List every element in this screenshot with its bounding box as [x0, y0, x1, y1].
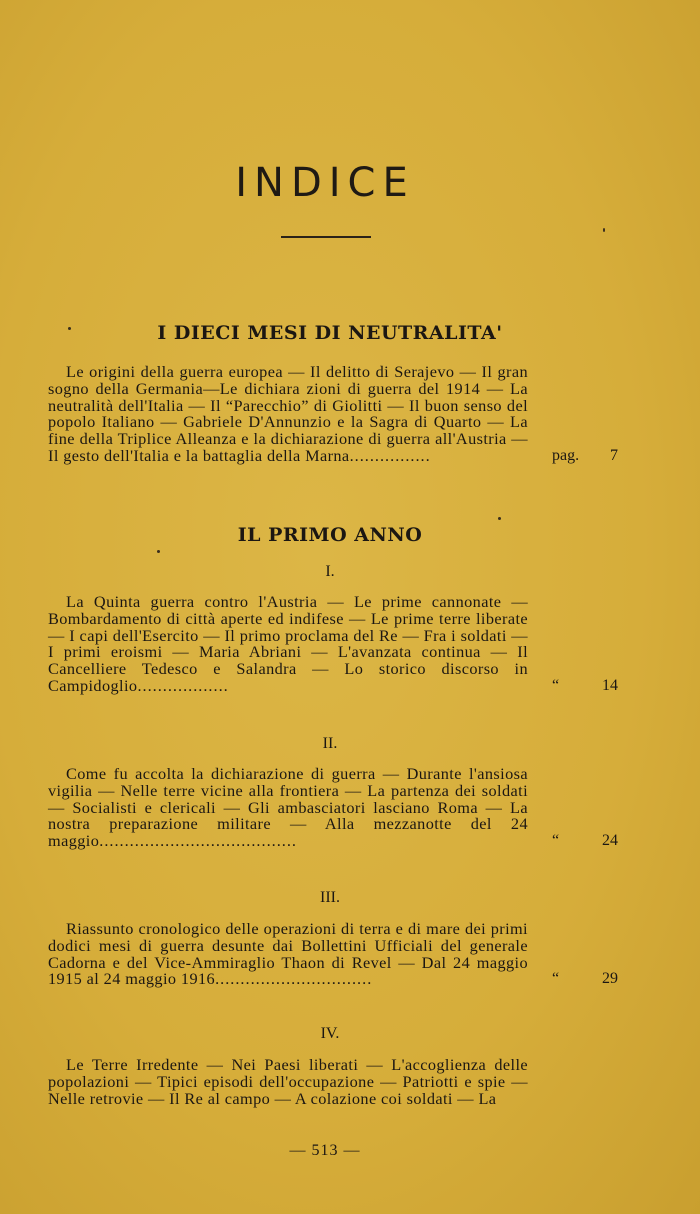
- page-number-ref: 29: [602, 970, 618, 988]
- page-title: INDICE: [235, 160, 415, 206]
- entry-description: Le origini della guerra europea — Il delitto di Serajevo — Il gran sogno della Germania—Le dichiara zioni di guerra del 1914 — La neutralità dell'Italia — Il “Parecchio” di Giolitti — Il buon senso del popolo Italiano — Gabriele D'Annunzio e la Sagra di Quarto — La fine della Triplice Alleanza e la dichiarazione di guerra all'Austria — Il gesto dell'Italia e la battaglia della Marna: [48, 362, 528, 465]
- page-reference: [552, 971, 618, 988]
- dot-leader: ...............................: [215, 969, 373, 989]
- entry-text: [48, 921, 528, 988]
- entry-description: La Quinta guerra contro l'Austria — Le prime cannonate — Bombardamento di città aperte ed indifese — Le prime terre liberate — I capi dell'Esercito — Il primo proclama del Re — Fra i soldati — I primi eroismi — Maria Abriani — L'avanzata continua — Il Cancelliere Tedesco e Salandra — Lo storico discorso in Campidoglio: [48, 592, 528, 695]
- title-divider: [281, 236, 371, 238]
- ditto-mark: “: [552, 676, 560, 694]
- scan-speck: [68, 327, 71, 330]
- page-reference: [552, 678, 618, 695]
- dot-leader: .......................................: [99, 831, 297, 851]
- toc-entry-chapter-3: [48, 921, 618, 988]
- entry-text: [48, 1057, 528, 1107]
- page-number-ref: 7: [610, 446, 618, 464]
- scan-speck: [157, 550, 160, 553]
- entry-text: [48, 364, 528, 465]
- page-footer-number: — 513 —: [289, 1142, 361, 1159]
- chapter-numeral-2: II.: [322, 735, 338, 752]
- page-reference: [552, 833, 618, 850]
- entry-text: [48, 594, 528, 695]
- page-number-ref: 14: [602, 676, 618, 694]
- toc-entry-neutralita: [48, 364, 618, 465]
- section-heading-primo-anno: IL PRIMO ANNO: [237, 524, 423, 546]
- scan-speck: [603, 228, 605, 232]
- ditto-mark: “: [552, 970, 560, 988]
- entry-description: Riassunto cronologico delle operazioni di terra e di mare dei primi dodici mesi di guerra desunte dai Bollettini Ufficiali del generale Cadorna e del Vice-Ammiraglio Thaon di Revel — Dal 24 maggio 1915 al 24 maggio 1916: [48, 919, 528, 989]
- scan-speck: [498, 517, 501, 520]
- chapter-numeral-3: III.: [320, 889, 340, 906]
- page-number-ref: 24: [602, 832, 618, 850]
- page-reference: [552, 448, 618, 465]
- section-heading-neutralita: I DIECI MESI DI NEUTRALITA': [157, 322, 503, 344]
- page-abbreviation: pag.: [552, 446, 580, 464]
- chapter-numeral-1: I.: [325, 563, 335, 580]
- entry-description: Le Terre Irredente — Nei Paesi liberati — L'accoglienza delle popolazioni — Tipici episodi dell'occupazione — Patriotti e spie — Nelle retrovie — Il Re al campo — A colazione coi soldati — La: [48, 1055, 528, 1108]
- toc-entry-chapter-2: [48, 766, 618, 850]
- chapter-numeral-4: IV.: [320, 1025, 340, 1042]
- entry-text: [48, 766, 528, 850]
- dot-leader: ..................: [137, 675, 229, 695]
- toc-entry-chapter-4: [48, 1057, 618, 1107]
- ditto-mark: “: [552, 832, 560, 850]
- entry-description: Come fu accolta la dichiarazione di guerra — Durante l'ansiosa vigilia — Nelle terre vicine alla frontiera — La partenza dei soldati — Socialisti e clericali — Gli ambasciatori lasciano Roma — La nostra preparazione militare — Alla mezzanotte del 24 maggio: [48, 764, 528, 851]
- toc-entry-chapter-1: [48, 594, 618, 695]
- dot-leader: ................: [349, 445, 431, 465]
